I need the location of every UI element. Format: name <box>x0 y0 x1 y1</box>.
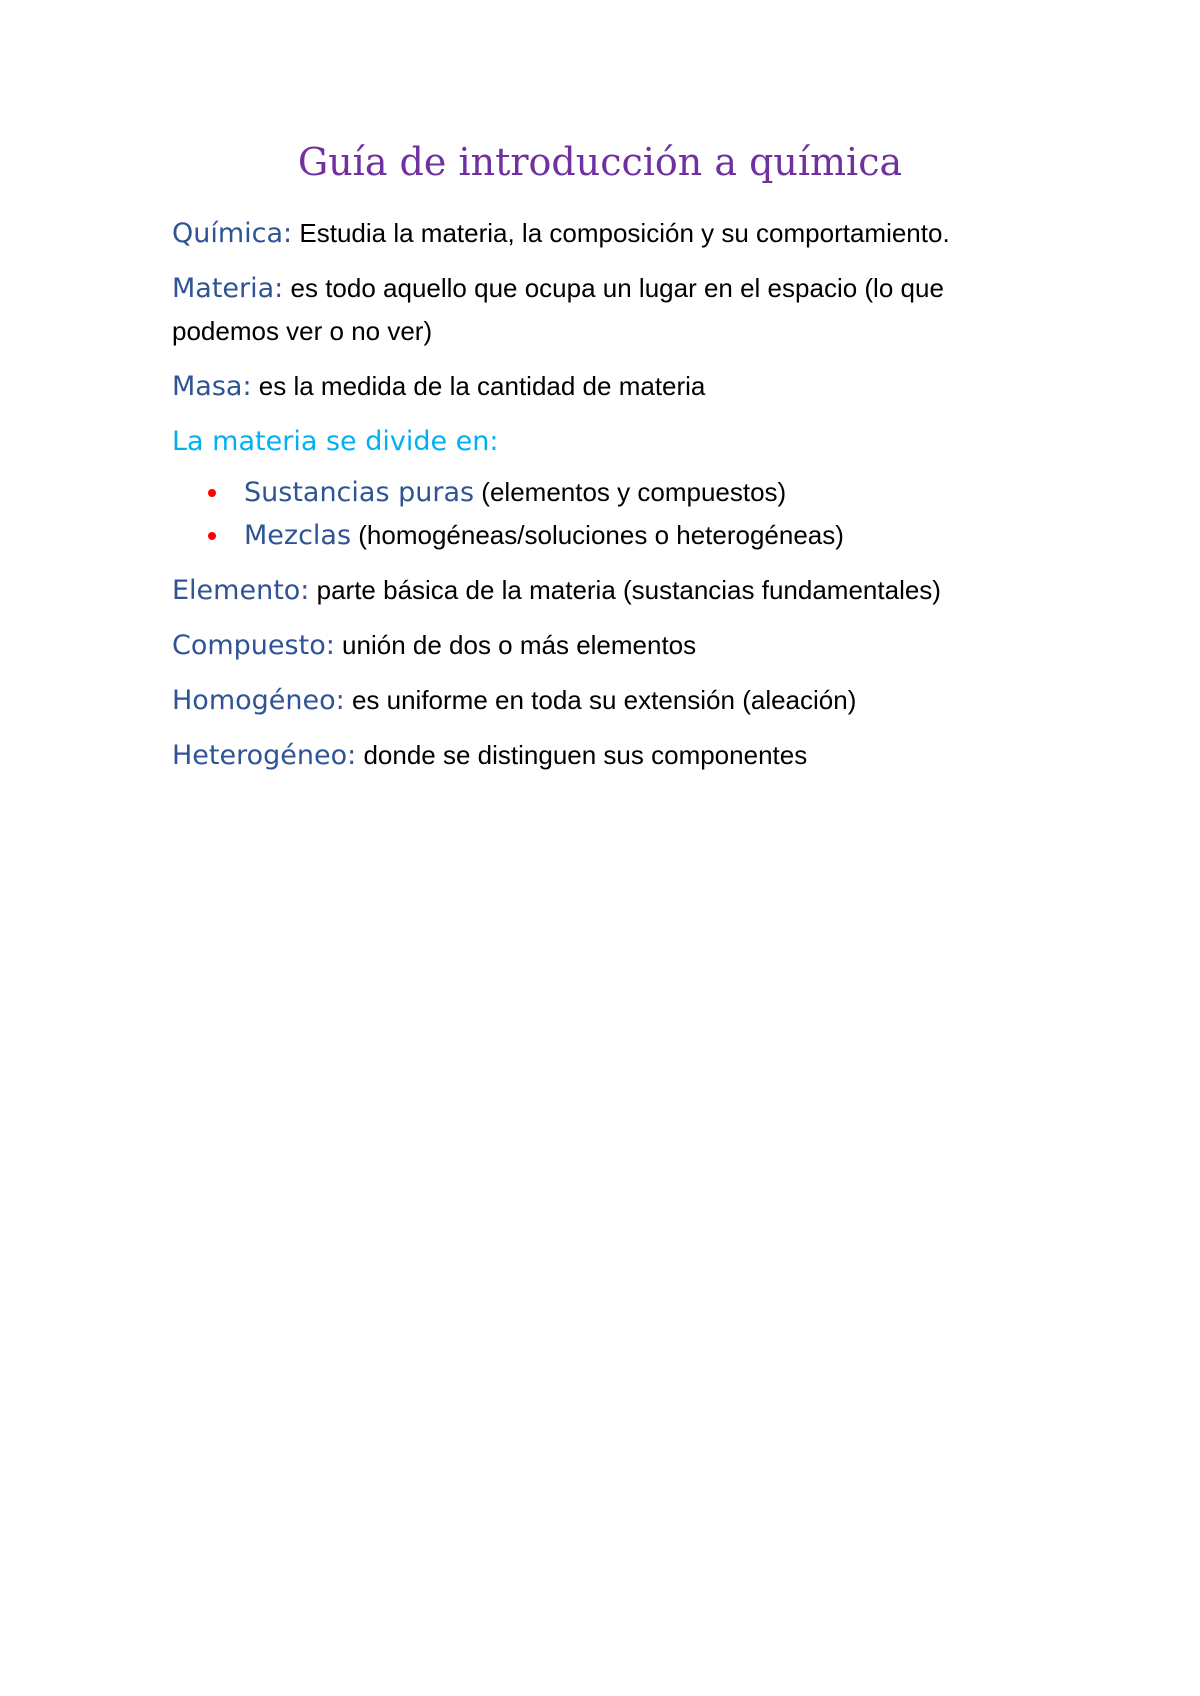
definition-text: donde se distinguen sus componentes <box>356 740 808 770</box>
definition-masa <box>172 365 1032 408</box>
list-item <box>172 471 1032 514</box>
list-item-text: (homogéneas/soluciones o heterogéneas) <box>351 520 844 550</box>
term-label: Masa: <box>172 371 252 402</box>
definition-quimica <box>172 212 1032 255</box>
definition-text: es todo aquello que ocupa un lugar en el espacio (lo que podemos ver o no ver) <box>172 273 944 346</box>
term-label: Homogéneo: <box>172 685 345 716</box>
term-label: Sustancias puras <box>244 477 475 508</box>
definition-materia <box>172 267 1032 353</box>
definition-text: unión de dos o más elementos <box>334 630 697 660</box>
definition-compuesto <box>172 624 1032 667</box>
definition-text: es uniforme en toda su extensión (aleación) <box>344 685 857 715</box>
definition-heterogeneo <box>172 734 1032 777</box>
definition-text: Estudia la materia, la composición y su comportamiento. <box>292 218 950 248</box>
term-label: Materia: <box>172 273 284 304</box>
term-label: Heterogéneo: <box>172 740 357 771</box>
page-title: Guía de introducción a química <box>297 140 903 184</box>
bullet-icon <box>208 532 216 540</box>
list-item-text: (elementos y compuestos) <box>474 477 787 507</box>
term-label: Compuesto: <box>172 630 335 661</box>
term-label: Química: <box>172 218 293 249</box>
definition-text: parte básica de la materia (sustancias fundamentales) <box>309 575 941 605</box>
definition-elemento <box>172 569 1032 612</box>
document-body <box>172 212 1032 789</box>
term-label: Mezclas <box>244 520 352 551</box>
term-label: Elemento: <box>172 575 310 606</box>
definition-text: es la medida de la cantidad de materia <box>251 371 706 401</box>
list-item <box>172 514 1032 557</box>
bullet-list <box>172 471 1032 557</box>
bullet-icon <box>208 489 216 497</box>
definition-homogeneo <box>172 679 1032 722</box>
section-subheading: La materia se divide en: <box>172 426 499 457</box>
